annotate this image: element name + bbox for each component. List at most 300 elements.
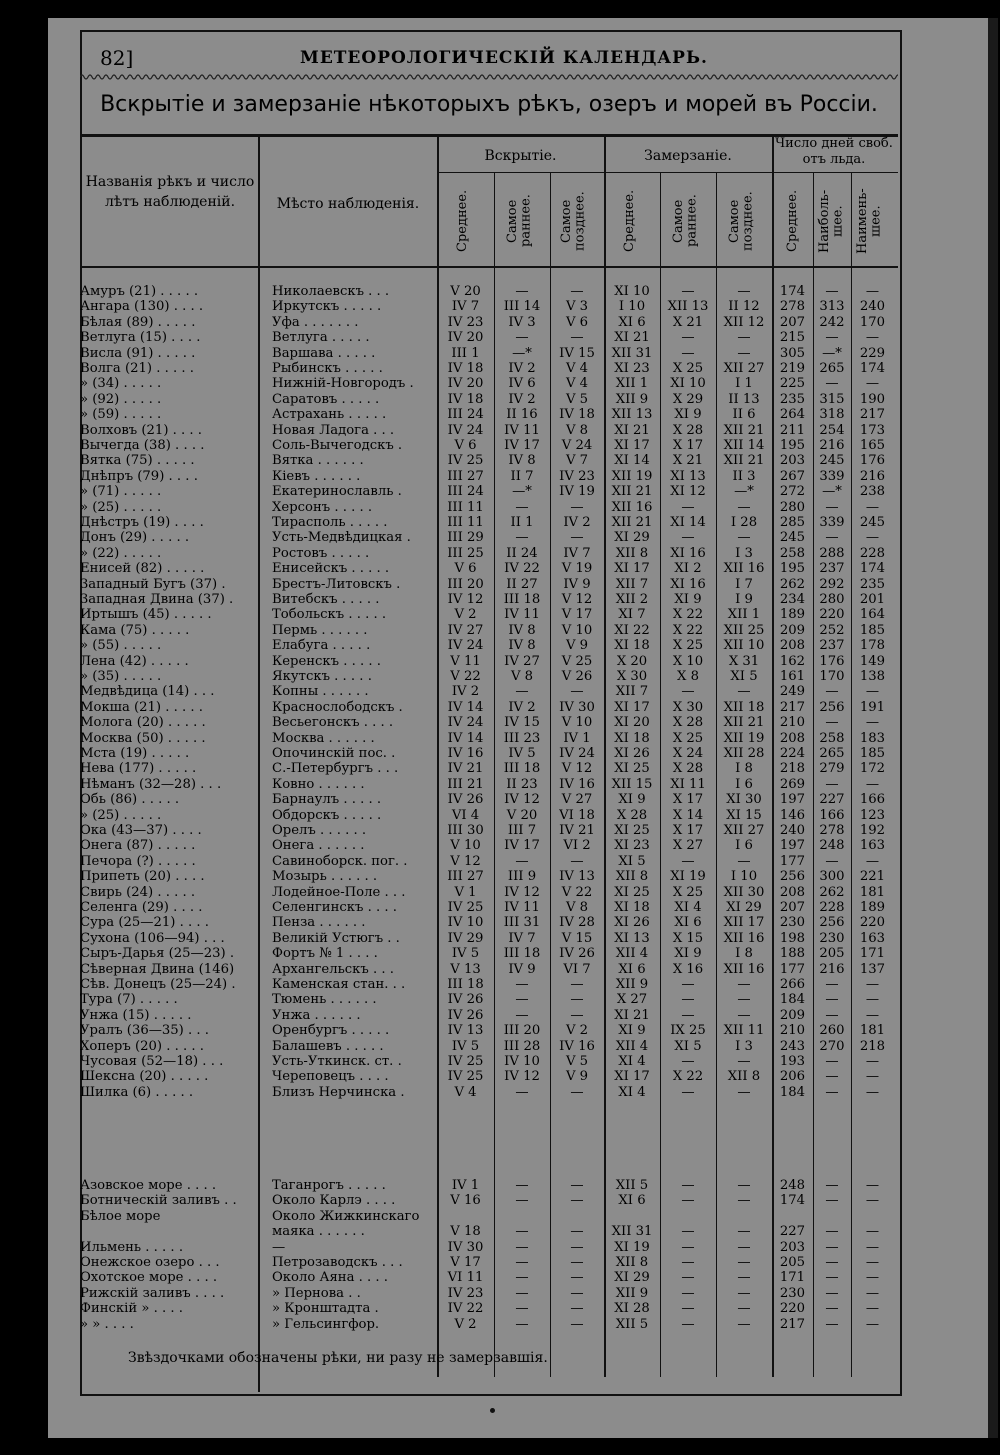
cell-place: Рыбинскъ . . . . . (272, 361, 383, 376)
page-title: Вскрытіе и замерзаніе нѣкоторыхъ рѣкъ, озеръ и морей въ Россіи. (100, 92, 878, 117)
cell-freeze-late: I 6 (735, 776, 753, 792)
river-row (80, 484, 898, 499)
cell-freeze-avg: XI 18 (614, 900, 650, 915)
cell-open-early: IV 17 (504, 838, 540, 854)
cell-free-min: 138 (859, 669, 886, 684)
cell-free-min: 235 (859, 576, 886, 592)
cell-free-min: 228 (859, 545, 886, 561)
cell-free-avg: 245 (779, 530, 806, 546)
river-row (80, 854, 898, 869)
cell-freeze-late: XII 21 (723, 422, 765, 438)
cell-free-avg: 278 (779, 299, 806, 315)
cell-open-late: VI 18 (559, 807, 595, 823)
cell-free-max: — (825, 715, 839, 731)
cell-open-late: — (570, 1178, 584, 1193)
cell-free-avg: 195 (779, 561, 806, 577)
cell-free-avg: 211 (779, 422, 806, 438)
cell-free-max: 237 (819, 561, 845, 577)
cell-free-max: 254 (819, 422, 845, 438)
cell-open-avg: IV 10 (447, 915, 484, 931)
river-row (80, 654, 898, 669)
cell-open-avg: IV 26 (447, 792, 484, 808)
cell-open-late: V 2 (565, 1023, 589, 1039)
cell-open-late: IV 16 (559, 776, 595, 792)
cell-freeze-early: XI 5 (674, 1038, 702, 1054)
cell-freeze-avg: XI 17 (614, 699, 650, 715)
river-row (80, 592, 898, 607)
cell-free-avg: 230 (779, 1285, 806, 1301)
cell-freeze-early: X 22 (672, 622, 704, 638)
cell-free-max: 339 (819, 468, 845, 484)
cell-name: Свирь (24) . . . . . (80, 884, 196, 900)
cell-open-early: — (515, 853, 529, 869)
cell-name: Хоперъ (20) . . . . . (80, 1038, 204, 1054)
river-row (80, 900, 898, 915)
cell-place: Ростовъ . . . . . (272, 545, 370, 561)
cell-name: Вятка (75) . . . . . (80, 453, 195, 469)
cell-freeze-late: XII 18 (723, 699, 765, 715)
cell-name: » (71) . . . . . (80, 484, 162, 500)
cell-freeze-early: X 17 (672, 823, 704, 838)
sub-open-early: Самое раннее. (505, 194, 534, 248)
cell-freeze-avg: XII 16 (611, 499, 653, 515)
cell-freeze-late: — (737, 1270, 751, 1286)
cell-free-max: 256 (819, 915, 845, 931)
cell-place: Унжа . . . . . . (272, 1007, 361, 1023)
cell-open-avg: III 21 (447, 776, 484, 792)
cell-free-min: — (865, 776, 880, 792)
cell-name: Бѣлая (89) . . . . . (80, 314, 196, 330)
cell-open-late: V 19 (561, 561, 593, 577)
cell-freeze-late: I 8 (735, 761, 753, 777)
cell-open-early: — (515, 330, 529, 346)
river-row (80, 423, 898, 438)
river-row (80, 299, 898, 314)
cell-name: Западный Бугъ (37) . (80, 576, 226, 592)
cell-freeze-avg: XI 17 (614, 438, 650, 453)
cell-free-max: — (825, 284, 839, 299)
cell-name: Иртышъ (45) . . . . . (80, 607, 212, 623)
cell-freeze-late: — (737, 1316, 751, 1332)
cell-freeze-early: XI 9 (674, 946, 702, 962)
cell-open-early: IV 6 (508, 376, 536, 392)
cell-open-avg: III 11 (447, 499, 484, 515)
cell-open-late: — (570, 1316, 584, 1332)
cell-freeze-avg: I 10 (618, 299, 646, 315)
cell-free-max: 260 (819, 1023, 845, 1039)
cell-freeze-avg: XII 8 (615, 1255, 649, 1270)
header-name: Названія рѣкъ и число лѣтъ наблюденій. (85, 174, 255, 211)
cell-name: Шилка (6) . . . . . (80, 1084, 194, 1100)
river-row (80, 715, 898, 730)
cell-free-min: 170 (859, 314, 886, 330)
cell-open-early: IV 12 (504, 884, 540, 900)
cell-free-max: 315 (819, 391, 845, 407)
cell-freeze-late: — (737, 1301, 751, 1317)
river-row (80, 453, 898, 468)
cell-open-late: V 3 (565, 299, 589, 315)
cell-free-avg: 262 (779, 576, 806, 592)
cell-freeze-late: —* (734, 484, 754, 500)
cell-freeze-late: XI 30 (726, 792, 762, 808)
cell-place: Вятка . . . . . . (272, 453, 364, 469)
cell-name: Молога (20) . . . . . (80, 715, 206, 731)
cell-freeze-avg: XII 9 (615, 1285, 649, 1301)
cell-place: Тобольскъ . . . . . (272, 607, 387, 623)
cell-open-avg: III 24 (447, 484, 484, 500)
cell-open-avg: IV 26 (447, 1007, 484, 1023)
cell-free-max: — (825, 1054, 839, 1069)
cell-freeze-early: — (681, 1193, 695, 1209)
cell-name: » (92) . . . . . (80, 391, 162, 407)
cell-free-avg: 208 (779, 638, 806, 654)
river-row (80, 885, 898, 900)
cell-name: Донъ (29) . . . . . (80, 530, 190, 546)
cell-free-max: 258 (819, 730, 845, 746)
cell-freeze-avg: XII 9 (615, 391, 649, 407)
river-row (80, 284, 898, 299)
cell-free-max: 216 (819, 961, 845, 977)
cell-place: Около Карлэ . . . . (272, 1193, 396, 1209)
cell-name: Мокша (21) . . . . . (80, 699, 203, 715)
cell-open-early: — (515, 1193, 529, 1209)
cell-open-avg: IV 14 (447, 699, 484, 715)
cell-free-avg: 206 (779, 1069, 806, 1085)
cell-open-early: — (515, 284, 529, 299)
cell-open-avg: V 20 (450, 284, 481, 299)
cell-freeze-late: X 31 (728, 653, 760, 669)
river-row (80, 915, 898, 930)
cell-place: Около Аяна . . . . (272, 1270, 388, 1286)
cell-free-avg: 215 (779, 330, 806, 346)
cell-name: Москва (50) . . . . . (80, 730, 206, 746)
cell-freeze-avg: XI 25 (614, 884, 650, 900)
cell-freeze-early: — (681, 977, 695, 992)
cell-freeze-early: X 21 (672, 314, 704, 330)
cell-free-avg: 234 (779, 592, 806, 607)
cell-freeze-early: XI 4 (674, 900, 702, 915)
cell-freeze-late: — (737, 499, 751, 515)
cell-open-late: IV 26 (559, 946, 595, 962)
cell-open-late: IV 28 (559, 915, 595, 931)
cell-free-min: 181 (859, 1023, 886, 1039)
cell-free-min: 190 (859, 391, 886, 407)
cell-freeze-avg: XI 4 (618, 1054, 646, 1069)
cell-free-max: — (825, 1224, 839, 1240)
cell-place: » Кронштадта . (272, 1301, 379, 1317)
river-row (80, 977, 898, 992)
cell-open-early: III 7 (507, 823, 537, 838)
cell-name: Нева (177) . . . . . (80, 761, 197, 777)
cell-open-early: IV 11 (504, 900, 540, 915)
cell-place: Варшава . . . . . (272, 345, 376, 361)
cell-open-early: IV 9 (508, 961, 536, 977)
cell-name: Охотское море . . . . (80, 1270, 218, 1286)
cell-freeze-early: — (681, 1255, 695, 1270)
cell-free-max: 288 (819, 545, 845, 561)
cell-free-max: — (825, 330, 839, 346)
cell-place: Витебскъ . . . . . (272, 592, 380, 607)
cell-freeze-early: XI 9 (674, 407, 702, 423)
cell-open-late: VI 7 (563, 961, 591, 977)
cell-open-early: IV 22 (504, 561, 540, 577)
header-place: Мѣсто наблюденія. (276, 196, 420, 212)
cell-freeze-early: X 28 (672, 422, 704, 438)
cell-freeze-avg: XI 6 (618, 961, 646, 977)
cell-free-max: 227 (819, 792, 845, 808)
cell-open-early: IV 12 (504, 792, 540, 808)
cell-name: » (25) . . . . . (80, 807, 162, 823)
cell-open-avg: V 6 (454, 561, 477, 577)
river-row (80, 376, 898, 391)
page-number: 82] (100, 46, 134, 70)
cell-place: Фортъ № 1 . . . . (272, 946, 378, 962)
cell-freeze-late: — (737, 1084, 751, 1100)
cell-freeze-avg: XI 17 (614, 561, 650, 577)
cell-freeze-early: — (681, 1084, 695, 1100)
cell-free-avg: 171 (779, 1270, 806, 1286)
cell-open-early: V 20 (506, 807, 538, 823)
river-row (80, 407, 898, 422)
cell-open-late: IV 21 (559, 823, 595, 838)
cell-place: Николаевскъ . . . (272, 284, 390, 299)
cell-freeze-early: — (681, 530, 695, 546)
cell-name: » (25) . . . . . (80, 499, 162, 515)
river-row (80, 761, 898, 776)
cell-name: Днѣстръ (19) . . . . (80, 515, 204, 530)
cell-open-late: IV 24 (559, 746, 595, 761)
cell-place: Керенскъ . . . . . (272, 653, 381, 669)
river-row (80, 1054, 898, 1069)
cell-free-min: 173 (859, 422, 886, 438)
cell-free-min: 176 (859, 453, 886, 469)
cell-open-avg: V 1 (454, 884, 477, 900)
cell-free-max: — (825, 1255, 839, 1270)
cell-open-late: — (570, 853, 584, 869)
sea-row (80, 1193, 898, 1208)
cell-freeze-early: — (681, 1054, 695, 1069)
sub-free-max: Наиболь-шее. (817, 189, 846, 253)
cell-place: Орелъ . . . . . . (272, 823, 367, 838)
cell-open-avg: V 22 (450, 669, 481, 684)
cell-free-max: — (825, 1270, 839, 1286)
cell-free-min: 172 (859, 761, 886, 777)
cell-freeze-avg: XII 7 (615, 684, 649, 700)
cell-freeze-early: X 25 (672, 884, 704, 900)
cell-freeze-avg: XI 21 (614, 422, 650, 438)
cell-freeze-avg: XII 4 (615, 946, 649, 962)
cell-open-early: II 23 (506, 776, 538, 792)
cell-open-avg: V 18 (450, 1224, 481, 1240)
cell-name: Тура (7) . . . . . (80, 992, 178, 1008)
cell-free-min: — (865, 1084, 880, 1100)
cell-free-max: 292 (819, 576, 845, 592)
cell-open-late: IV 18 (559, 407, 595, 423)
cell-freeze-late: — (737, 1255, 751, 1270)
sea-row (80, 1224, 898, 1239)
cell-open-early: — (515, 1239, 529, 1255)
cell-free-min: — (865, 977, 880, 992)
river-row (80, 438, 898, 453)
cell-free-avg: 184 (779, 1084, 806, 1100)
cell-free-max: 176 (819, 653, 845, 669)
cell-freeze-early: — (681, 1270, 695, 1286)
cell-free-max: 170 (819, 669, 845, 684)
cell-free-avg: 218 (779, 761, 806, 777)
cell-place: Москва . . . . . . (272, 730, 375, 746)
cell-open-early: — (515, 1255, 529, 1270)
cell-free-max: — (825, 1178, 839, 1193)
cell-free-min: — (865, 1270, 880, 1286)
cell-free-max: — (825, 1301, 839, 1317)
cell-place: Тирасполь . . . . . (272, 515, 388, 530)
cell-open-late: IV 1 (563, 730, 591, 746)
cell-open-early: III 18 (503, 592, 541, 607)
cell-free-max: 228 (819, 900, 845, 915)
cell-open-late: — (570, 1285, 584, 1301)
cell-open-avg: V 11 (450, 653, 481, 669)
river-row (80, 392, 898, 407)
cell-free-avg: 184 (779, 992, 806, 1008)
cell-free-min: — (865, 1178, 880, 1193)
cell-open-early: III 14 (503, 299, 541, 315)
cell-freeze-late: — (737, 977, 751, 992)
cell-open-early: — (515, 1270, 529, 1286)
cell-name: Медвѣдица (14) . . . (80, 684, 215, 700)
cell-place: Усть-Медвѣдицкая . (272, 530, 411, 546)
cell-open-early: IV 7 (508, 930, 536, 946)
cell-freeze-late: II 12 (728, 299, 760, 315)
cell-freeze-early: X 21 (672, 453, 704, 469)
cell-name: Нѣманъ (32—28) . . . (80, 776, 222, 792)
cell-name: Амуръ (21) . . . . . (80, 284, 199, 299)
cell-open-late: V 4 (565, 361, 589, 376)
cell-open-avg: III 25 (447, 545, 484, 561)
cell-free-avg: 230 (779, 915, 806, 931)
cell-free-avg: 193 (779, 1054, 806, 1069)
cell-freeze-late: — (737, 330, 751, 346)
cell-freeze-early: X 29 (672, 391, 704, 407)
cell-free-avg: 235 (779, 391, 806, 407)
cell-place: Петрозаводскъ . . . (272, 1255, 403, 1270)
river-row (80, 823, 898, 838)
cell-name: » (55) . . . . . (80, 638, 162, 654)
river-row (80, 700, 898, 715)
cell-freeze-early: XI 19 (670, 869, 706, 885)
cell-freeze-early: X 27 (672, 838, 704, 854)
cell-place: Краснослободскъ . (272, 699, 403, 715)
cell-open-late: V 10 (561, 622, 593, 638)
cell-open-early: III 31 (503, 915, 541, 931)
cell-open-avg: IV 12 (447, 592, 484, 607)
cell-freeze-avg: XI 19 (614, 1239, 650, 1255)
cell-open-avg: IV 24 (447, 422, 484, 438)
cell-freeze-early: XI 13 (670, 468, 706, 484)
cell-free-avg: 203 (779, 453, 806, 469)
cell-open-early: — (515, 1084, 529, 1100)
river-row (80, 684, 898, 699)
cell-freeze-avg: XI 17 (614, 1069, 650, 1085)
cell-free-avg: 258 (779, 545, 806, 561)
cell-free-max: — (825, 977, 839, 992)
cell-open-early: IV 8 (508, 453, 536, 469)
header-rule-bottom (80, 266, 898, 268)
cell-name: Волховъ (21) . . . . (80, 422, 202, 438)
cell-open-early: III 23 (503, 730, 541, 746)
cell-place: Новая Ладога . . . (272, 422, 395, 438)
river-row (80, 500, 898, 515)
river-row (80, 992, 898, 1007)
cell-free-max: 205 (819, 946, 845, 962)
cell-free-min: — (865, 1239, 880, 1255)
cell-free-min: 164 (859, 607, 886, 623)
cell-open-early: IV 2 (508, 391, 536, 407)
cell-name: Сѣв. Донецъ (25—24) . (80, 977, 236, 992)
cell-freeze-avg: XI 4 (618, 1084, 646, 1100)
cell-freeze-early: — (681, 1178, 695, 1193)
cell-place: Ветлуга . . . . . (272, 330, 370, 346)
cell-free-max: 279 (819, 761, 845, 777)
cell-free-avg: 162 (779, 653, 806, 669)
cell-freeze-early: — (681, 1285, 695, 1301)
cell-free-min: 185 (859, 622, 886, 638)
cell-open-early: — (515, 1224, 529, 1240)
cell-open-early: II 1 (510, 515, 534, 530)
cell-open-late: V 6 (565, 314, 589, 330)
cell-freeze-late: I 28 (730, 515, 758, 530)
cell-name: Мста (19) . . . . . (80, 746, 190, 761)
cell-name: » (34) . . . . . (80, 376, 162, 392)
cell-free-avg: 161 (779, 669, 806, 684)
cell-freeze-late: — (737, 1054, 751, 1069)
cell-freeze-late: XII 25 (723, 622, 765, 638)
cell-open-late: — (570, 330, 584, 346)
cell-open-early: IV 8 (508, 638, 536, 654)
cell-open-late: IV 2 (563, 515, 591, 530)
cell-free-max: 220 (819, 607, 845, 623)
cell-open-late: V 5 (565, 391, 589, 407)
cell-freeze-late: I 6 (735, 838, 753, 854)
cell-freeze-early: XI 10 (670, 376, 706, 392)
cell-freeze-late: II 13 (728, 391, 760, 407)
cell-open-avg: IV 5 (451, 1038, 480, 1054)
cell-freeze-avg: X 27 (616, 992, 648, 1008)
cell-name: Ветлуга (15) . . . . (80, 330, 201, 346)
cell-freeze-early: X 28 (672, 715, 704, 731)
river-row (80, 638, 898, 653)
cell-open-early: II 7 (510, 468, 534, 484)
cell-place: Череповецъ . . . . (272, 1069, 389, 1085)
cell-open-late: V 17 (561, 607, 593, 623)
cell-freeze-late: XI 5 (730, 669, 758, 684)
cell-place: Соль-Вычегодскъ . (272, 438, 403, 453)
cell-free-avg: 264 (779, 407, 806, 423)
river-row (80, 808, 898, 823)
cell-freeze-late: — (737, 345, 751, 361)
cell-freeze-early: — (681, 499, 695, 515)
cell-freeze-avg: XII 7 (615, 576, 649, 592)
cell-open-avg: VI 4 (451, 807, 480, 823)
cell-freeze-late: XII 30 (723, 884, 765, 900)
cell-free-max: 242 (819, 314, 845, 330)
cell-place: Опочинскій пос. . (272, 746, 396, 761)
river-row (80, 315, 898, 330)
river-row (80, 1023, 898, 1038)
cell-free-min: 163 (859, 838, 886, 854)
cell-free-avg: 272 (779, 484, 806, 500)
cell-free-avg: 210 (779, 715, 806, 731)
cell-freeze-avg: XI 14 (614, 453, 650, 469)
